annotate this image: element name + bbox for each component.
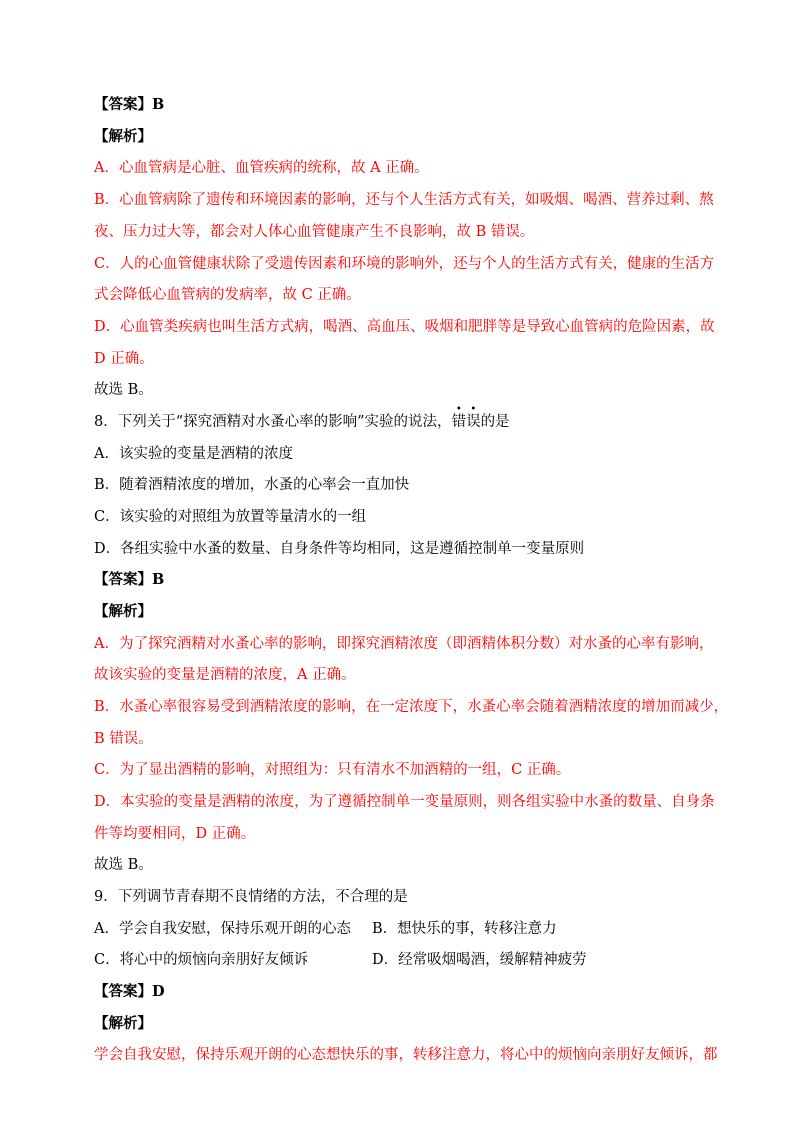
conclusion: 故选 B。 xyxy=(94,857,153,873)
option-c: C．将心中的烦恼向亲朋好友倾诉 xyxy=(94,952,309,968)
question-stem-suffix: 的是 xyxy=(480,414,510,430)
analysis-line: B 错误。 xyxy=(94,731,153,747)
analysis-label: 【解析】 xyxy=(94,1015,152,1032)
question-8-stem xyxy=(94,404,510,432)
option-a: A．学会自我安慰，保持乐观开朗的心态 xyxy=(94,921,351,937)
option-a: A．该实验的变量是酒精的浓度 xyxy=(94,446,293,462)
answer-label: 【答案】B xyxy=(94,96,165,113)
emphasized-char-text: 错 xyxy=(451,414,467,430)
options-row-2 xyxy=(94,950,714,970)
question-stem-prefix: 8．下列关于“探究酒精对水蚤心率的影响”实验的说法， xyxy=(94,414,452,430)
analysis-line: 式会降低心血管病的发病率，故 C 正确。 xyxy=(94,287,361,303)
question-9-stem: 9．下列调节青春期不良情绪的方法，不合理的是 xyxy=(94,889,408,905)
analysis-line: 故该实验的变量是酒精的浓度，A 正确。 xyxy=(94,667,356,683)
emphasized-char xyxy=(466,404,481,432)
emphasized-char xyxy=(451,404,467,432)
option-b: B．随着酒精浓度的增加，水蚤的心率会一直加快 xyxy=(94,477,410,493)
emphasized-char-text: 误 xyxy=(466,414,481,430)
analysis-line: C．人的心血管健康状除了受遗传因素和环境的影响外，还与个人的生活方式有关，健康的生活方 xyxy=(94,256,715,272)
option-d: D．各组实验中水蚤的数量、自身条件等均相同，这是遵循控制单一变量原则 xyxy=(94,541,585,557)
analysis-line: A．心血管病是心脏、血管疾病的统称，故 A 正确。 xyxy=(94,160,429,176)
option-d: D．经常吸烟喝酒，缓解精神疲劳 xyxy=(372,952,587,968)
analysis-line: 学会自我安慰，保持乐观开朗的心态想快乐的事，转移注意力，将心中的烦恼向亲朋好友倾诉，都 xyxy=(94,1047,718,1063)
emphasis-dot: • xyxy=(455,404,462,415)
option-c: C．该实验的对照组为放置等量清水的一组 xyxy=(94,509,367,525)
analysis-line: B．心血管病除了遗传和环境因素的影响，还与个人生活方式有关，如吸烟、喝酒、营养过剩、熬 xyxy=(94,192,714,208)
analysis-line: A．为了探究酒精对水蚤心率的影响，即探究酒精浓度（即酒精体积分数）对水蚤的心率有影响， xyxy=(94,636,714,652)
analysis-line: 件等均要相同，D 正确。 xyxy=(94,826,256,842)
option-b: B．想快乐的事，转移注意力 xyxy=(372,921,557,937)
analysis-line: C．为了显出酒精的影响，对照组为：只有清水不加酒精的一组，C 正确。 xyxy=(94,762,571,778)
answer-label: 【答案】B xyxy=(94,571,165,588)
analysis-label: 【解析】 xyxy=(94,128,152,145)
answer-label: 【答案】D xyxy=(94,983,165,1000)
options-row-1 xyxy=(94,919,714,939)
analysis-label: 【解析】 xyxy=(94,603,152,620)
emphasis-dot: • xyxy=(470,404,477,415)
analysis-line: D 正确。 xyxy=(94,351,154,367)
analysis-line: D．本实验的变量是酒精的浓度，为了遵循控制单一变量原则，则各组实验中水蚤的数量、自身条 xyxy=(94,794,715,810)
analysis-line: B．水蚤心率很容易受到酒精浓度的影响，在一定浓度下，水蚤心率会随着酒精浓度的增加而减少， xyxy=(94,699,729,715)
analysis-line: D．心血管类疾病也叫生活方式病，喝酒、高血压、吸烟和肥胖等是导致心血管病的危险因素，故 xyxy=(94,319,715,335)
analysis-line: 夜、压力过大等，都会对人体心血管健康产生不良影响，故 B 错误。 xyxy=(94,224,535,240)
conclusion: 故选 B。 xyxy=(94,382,153,398)
